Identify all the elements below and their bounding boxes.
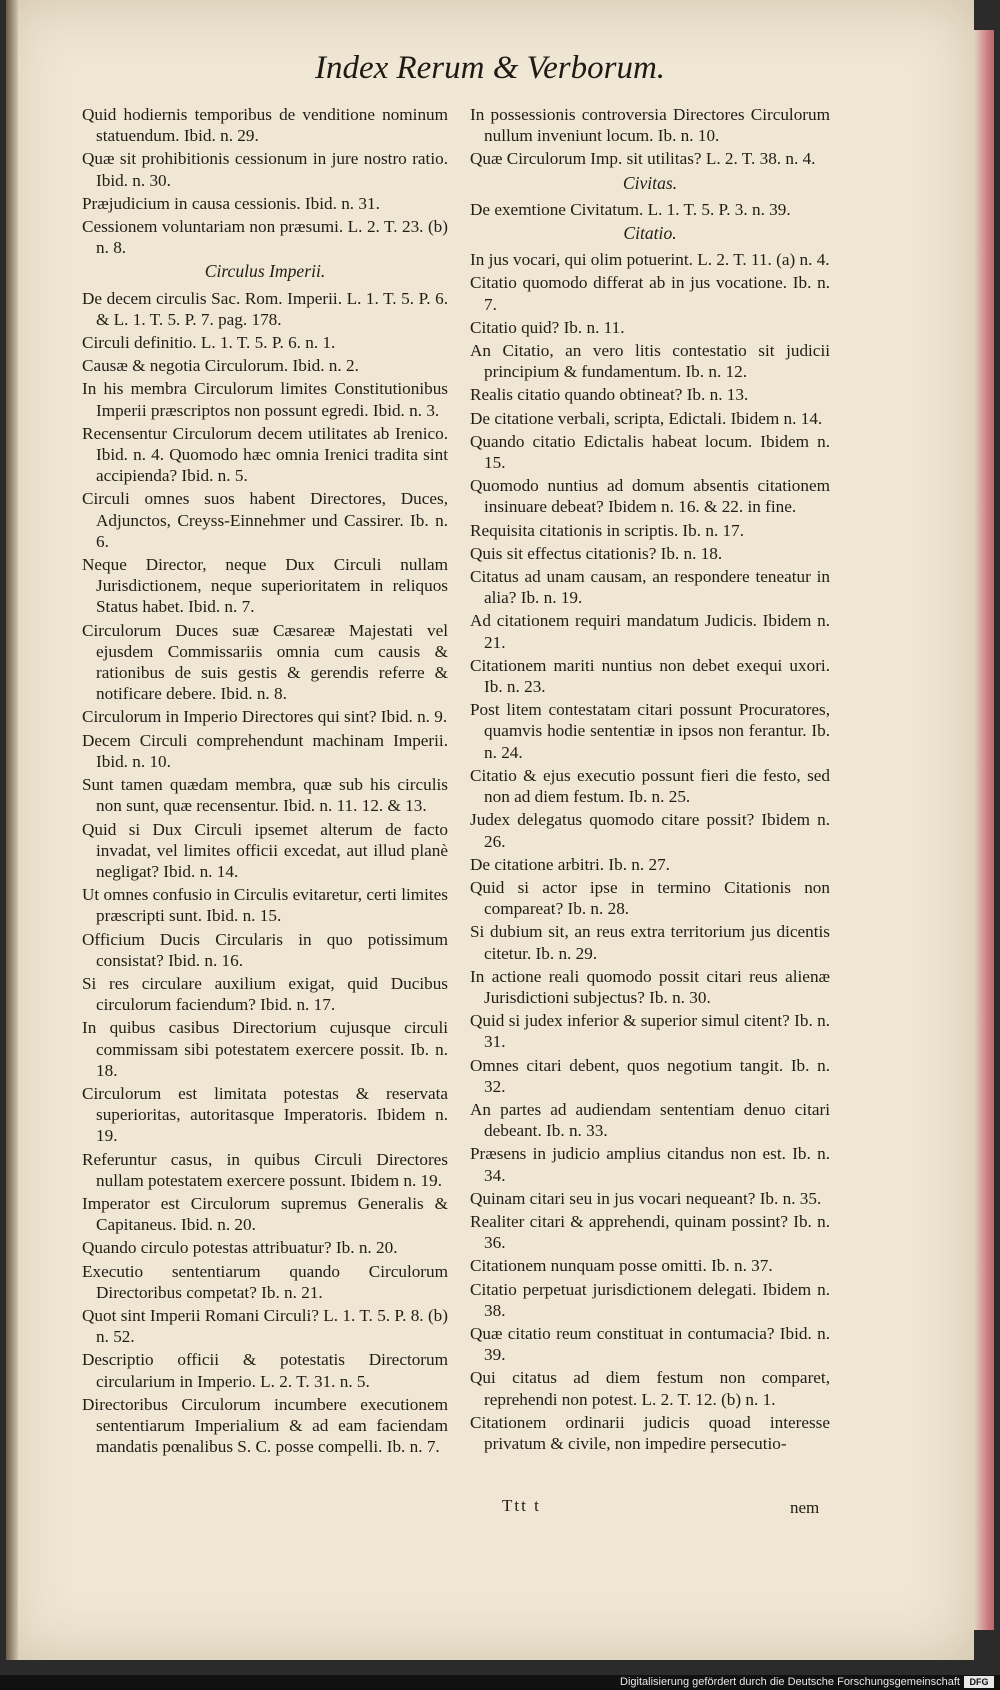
index-column-left xyxy=(82,104,448,1459)
index-entry: Si res circulare auxilium exigat, quid Ducibus circulorum faciendum? Ibid. n. 17. xyxy=(82,973,448,1015)
index-entry: Circulorum in Imperio Directores qui sint? Ibid. n. 9. xyxy=(82,707,448,727)
index-entry: Circulorum Duces suæ Cæsareæ Majestati vel ejusdem Commissariis omnia cum causis & rationibus de suis gestis & gerendis referre & notificare debere. Ibid. n. 8. xyxy=(82,620,448,704)
index-entry: Citatio perpetuat jurisdictionem delegati. Ibidem n. 38. xyxy=(470,1279,830,1320)
index-entry: Judex delegatus quomodo citare possit? Ibidem n. 26. xyxy=(470,810,830,851)
signature-mark: Ttt t xyxy=(502,1496,541,1515)
index-entry: Quinam citari seu in jus vocari nequeant? Ib. n. 35. xyxy=(470,1188,822,1208)
index-entry: Citationem nunquam posse omitti. Ib. n. 37. xyxy=(470,1256,773,1276)
index-entry: Executio sententiarum quando Circulorum Directoribus competat? Ib. n. 21. xyxy=(82,1261,448,1302)
index-entry: Quando citatio Edictalis habeat locum. Ibidem n. 15. xyxy=(470,431,830,473)
page-gutter-shadow xyxy=(6,0,18,1660)
book-page xyxy=(6,0,974,1660)
index-entry: Quæ citatio reum constituat in contumacia? Ibid. n. 39. xyxy=(470,1323,830,1365)
index-entry: Quid si actor ipse in termino Citationis non compareat? Ib. n. 28. xyxy=(470,877,830,919)
index-entry: Imperator est Circulorum supremus Generalis & Capitaneus. Ibid. n. 20. xyxy=(82,1193,448,1235)
index-entry: Omnes citari debent, quos negotium tangit. Ib. n. 32. xyxy=(470,1055,830,1096)
index-entry: Directoribus Circulorum incumbere executionem sententiarum Imperialium & ad eam faciendam mandatis pœnalibus S. C. posse compelli. Ib. n. 7. xyxy=(82,1394,448,1457)
index-entry: Quæ Circulorum Imp. sit utilitas? L. 2. T. 38. n. 4. xyxy=(470,149,816,169)
index-entry: Quæ sit prohibitionis cessionum in jure nostro ratio. Ibid. n. 30. xyxy=(82,149,448,190)
index-entry: De decem circulis Sac. Rom. Imperii. L. 1. T. 5. P. 6. & L. 1. T. 5. P. 7. pag. 178. xyxy=(82,288,448,329)
index-entry: In possessionis controversia Directores Circulorum nullum inveniunt locum. Ib. n. 10. xyxy=(470,105,830,146)
index-entry: Quid si Dux Circuli ipsemet alterum de facto invadat, vel limites officii excedat, aut illud planè negligat? Ibid. n. 14. xyxy=(82,819,448,881)
index-entry: Quomodo nuntius ad domum absentis citationem insinuare debeat? Ibidem n. 16. & 22. in fine. xyxy=(470,476,830,517)
index-entry: Decem Circuli comprehendunt machinam Imperii. Ibid. n. 10. xyxy=(82,730,448,771)
index-entry: Officium Ducis Circularis in quo potissimum consistat? Ibid. n. 16. xyxy=(82,929,448,970)
index-entry: Sunt tamen quædam membra, quæ sub his circulis non sunt, quæ recensentur. Ibid. n. 11. 12. & 13. xyxy=(82,775,448,816)
index-column-right xyxy=(470,104,830,1456)
index-entry: Ad citationem requiri mandatum Judicis. Ibidem n. 21. xyxy=(470,611,830,652)
index-entry: Quid si judex inferior & superior simul citent? Ib. n. 31. xyxy=(470,1011,830,1052)
page-header-title: Index Rerum & Verborum. xyxy=(314,50,666,86)
index-entry: Citatus ad unam causam, an respondere teneatur in alia? Ib. n. 19. xyxy=(470,567,830,608)
index-entry: Citatio & ejus executio possunt fieri die festo, sed non ad diem festum. Ib. n. 25. xyxy=(470,765,830,807)
index-entry: In his membra Circulorum limites Constitutionibus Imperii præscriptos non possunt egredi. Ibid. n. 3. xyxy=(82,379,448,420)
page-fore-edge xyxy=(974,30,994,1630)
index-entry: Citatio quid? Ib. n. 11. xyxy=(470,317,625,337)
index-entry: Quot sint Imperii Romani Circuli? L. 1. T. 5. P. 8. (b) n. 52. xyxy=(82,1305,448,1347)
index-entry: Circuli omnes suos habent Directores, Duces, Adjunctos, Creyss-Einnehmer und Cassirer. Ib. n. 6. xyxy=(82,489,448,551)
index-entry: Citatio quomodo differat ab in jus vocatione. Ib. n. 7. xyxy=(470,273,830,314)
index-entry: Neque Director, neque Dux Circuli nullam Jurisdictionem, neque superioritatem in reliquos Status habet. Ibid. n. 7. xyxy=(82,555,448,617)
index-heading: Circulus Imperii. xyxy=(204,261,326,282)
index-entry: Realiter citari & apprehendi, quinam possint? Ib. n. 36. xyxy=(470,1211,830,1253)
index-entry: Post litem contestatam citari possunt Procuratores, quamvis hodie sententiæ in ipsos non ferantur. Ib. n. 24. xyxy=(470,700,830,762)
index-entry: Circulorum est limitata potestas & reservata superioritas, autoritasque Imperatoris. Ibidem n. 19. xyxy=(82,1083,448,1146)
index-entry: Qui citatus ad diem festum non comparet, reprehendi non potest. L. 2. T. 12. (b) n. 1. xyxy=(470,1368,830,1409)
index-entry: Quis sit effectus citationis? Ib. n. 18. xyxy=(470,543,723,563)
index-entry: In actione reali quomodo possit citari reus alienæ Jurisdictioni subjectus? Ib. n. 30. xyxy=(470,966,830,1007)
index-entry: Descriptio officii & potestatis Directorum circularium in Imperio. L. 2. T. 31. n. 5. xyxy=(82,1350,448,1391)
index-entry: De citatione verbali, scripta, Edictali. Ibidem n. 14. xyxy=(470,408,823,428)
index-entry: An Citatio, an vero litis contestatio sit judicii principium & fundamentum. Ib. n. 12. xyxy=(470,341,830,382)
index-entry: De exemtione Civitatum. L. 1. T. 5. P. 3. n. 39. xyxy=(470,199,791,219)
index-entry: In jus vocari, qui olim potuerint. L. 2. T. 11. (a) n. 4. xyxy=(470,250,830,270)
index-entry: In quibus casibus Directorium cujusque circuli commissam sibi potestatem exercere possit. Ib. n. 18. xyxy=(82,1018,448,1080)
index-entry: Quid hodiernis temporibus de venditione nominum statuendum. Ibid. n. 29. xyxy=(82,105,448,146)
index-entry: Citationem ordinarii judicis quoad interesse privatum & civile, non impedire persecutio- xyxy=(470,1412,830,1453)
index-entry: Circuli definitio. L. 1. T. 5. P. 6. n. 1. xyxy=(82,333,336,353)
footer-credit: Digitalisierung gefördert durch die Deutsche Forschungsgemeinschaft xyxy=(620,1676,960,1688)
index-entry: Præsens in judicio amplius citandus non est. Ib. n. 34. xyxy=(470,1144,830,1185)
index-entry: Citationem mariti nuntius non debet exequi uxori. Ib. n. 23. xyxy=(470,655,830,697)
index-entry: An partes ad audiendam sententiam denuo citari debeant. Ib. n. 33. xyxy=(470,1099,830,1141)
index-entry: Recensentur Circulorum decem utilitates ab Irenico. Ibid. n. 4. Quomodo hæc omnia Irenici tradita sint accipienda? Ibid. n. 5. xyxy=(82,423,448,486)
index-entry: Præjudicium in causa cessionis. Ibid. n. 31. xyxy=(82,193,380,213)
index-heading: Citatio. xyxy=(623,223,677,244)
index-entry: Requisita citationis in scriptis. Ib. n. 17. xyxy=(470,520,745,540)
index-entry: Referuntur casus, in quibus Circuli Directores nullam potestatem exercere possunt. Ibidem n. 19. xyxy=(82,1149,448,1190)
index-entry: Cessionem voluntariam non præsumi. L. 2. T. 23. (b) n. 8. xyxy=(82,217,448,258)
index-entry: De citatione arbitri. Ib. n. 27. xyxy=(470,854,670,874)
index-entry: Causæ & negotia Circulorum. Ibid. n. 2. xyxy=(82,356,359,376)
index-entry: Si dubium sit, an reus extra territorium jus dicentis citetur. Ib. n. 29. xyxy=(470,922,830,963)
index-heading: Civitas. xyxy=(622,172,678,193)
dfg-logo: DFG xyxy=(964,1676,994,1688)
index-entry: Realis citatio quando obtineat? Ib. n. 13. xyxy=(470,385,749,405)
index-entry: Quando circulo potestas attribuatur? Ib. n. 20. xyxy=(82,1238,398,1258)
catchword: nem xyxy=(790,1498,820,1517)
index-entry: Ut omnes confusio in Circulis evitaretur, certi limites præscripti sunt. Ibid. n. 15. xyxy=(82,885,448,926)
